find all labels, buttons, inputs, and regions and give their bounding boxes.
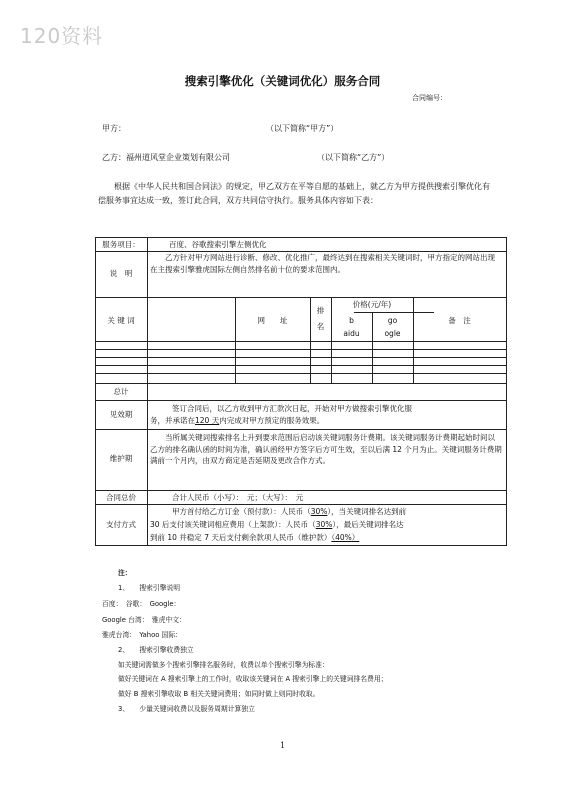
- effect-period-line1: 签订合同后，以乙方收到甲方汇款次日起，开始对甲方做搜索引擎优化服: [172, 404, 412, 413]
- col-google-top: go: [387, 316, 398, 325]
- col-baidu-bottom: aidu: [343, 329, 360, 338]
- note-2-line1: 如关键词需做多个搜索引擎排名服务时，收费以单个搜索引擎为标准：: [118, 661, 329, 669]
- note-1-title: 1、 搜索引擎说明: [118, 584, 181, 592]
- maintenance-label: 维护期: [109, 454, 133, 463]
- effect-period-label: 见效期: [109, 410, 133, 419]
- intro-paragraph: 根据《中华人民共和国合同法》的规定，甲乙双方在平等自愿的基础上，就乙方为甲方提供搜索引擎优化有偿服务事宜达成一致，签订此合同，双方共同信守执行。服务具体内容如下表：: [98, 182, 490, 205]
- effect-period-line2: 务，并承诺在120 天内完成对甲方预定的服务效果。: [150, 416, 325, 425]
- payment-label: 支付方式: [106, 520, 136, 529]
- description-value: 乙方针对甲方网站进行诊断、修改、优化推广，最终达到在搜索相关关键词时，甲方指定的网站出现在主搜索引擎雅虎国际左侧自然排名前十位的要求范围内。: [150, 253, 495, 274]
- service-item-label: 服务项目：: [102, 240, 140, 249]
- col-google-bottom: ogle: [384, 329, 401, 338]
- col-remark: 备 注: [448, 316, 471, 325]
- col-price: 价格(元/年): [352, 300, 392, 309]
- note-1-line3: 雅虎台湾： Yahoo 国际：: [102, 631, 182, 639]
- payment-line2: 30 后支付该关键词相应费用（上架款）：人民币（30%），最后关键词排名达: [150, 520, 404, 529]
- party-b-alias: （以下简称“乙方”）: [317, 153, 390, 162]
- note-2-title: 2、 搜索引擎收费独立: [118, 646, 194, 654]
- total-price-value: 合计人民币（小写）： 元；（大写）： 元: [172, 493, 304, 502]
- note-2-line2: 做好关键词在 A 搜索引擎上的工作时，收取该关键词在 A 搜索引擎上的关键词排名费用；: [118, 675, 388, 683]
- note-1-line2: Google 台湾： 雅虎中文：: [102, 616, 186, 624]
- watermark: 120资料: [20, 24, 104, 48]
- note-1-line1: 百度： 谷歌： Google：: [102, 600, 181, 608]
- col-rank-bottom: 名: [316, 322, 325, 331]
- party-a-label: 甲方：: [102, 124, 126, 133]
- service-table: [95, 237, 507, 546]
- party-b-label: 乙方：福州道风堂企业策划有限公司: [102, 153, 230, 162]
- party-a-alias: （以下简称“甲方”）: [266, 124, 339, 133]
- description-label: 说 明: [109, 269, 133, 278]
- page-number: 1: [279, 741, 286, 750]
- note-3-title: 3、 少量关键词收费以及服务周期计算独立: [118, 705, 255, 713]
- contract-number-label: 合同编号：: [412, 94, 447, 102]
- payment-line3: 到前 10 并稳定 7 天后支付剩余款项人民币（维护款）（40%）: [150, 533, 360, 542]
- col-url: 网 址: [257, 316, 288, 325]
- col-rank-top: 排: [316, 306, 325, 315]
- total-label: 总计: [113, 387, 129, 396]
- maintenance-text: 当所属关键词搜索排名上升到要求范围后启动该关键词服务计费期。该关键词服务计费期起始时间以乙方的排名确认函的时间为准，确认函经甲方签字后方可生效，至以后满 12 个月为止。关键词服务计费期满前一个月内，由双方商定是否延期及更改合作方式。: [150, 433, 502, 465]
- notes-heading: 注：: [118, 569, 132, 577]
- col-baidu-top: b: [349, 316, 354, 325]
- total-price-label: 合同总价: [106, 493, 136, 502]
- contract-title: 搜索引擎优化（关键词优化）服务合同: [184, 74, 381, 88]
- service-item-value: 百度、谷歌搜索引擎左侧优化: [169, 240, 267, 249]
- note-2-line3: 做好 B 搜索引擎收取 B 相关关键词费用；如同时做上则同时收取。: [118, 690, 320, 698]
- payment-line1: 甲方首付给乙方订金（预付款）：人民币（30%），当关键词排名达到前: [172, 507, 407, 516]
- col-keyword: 关 键 词: [107, 316, 135, 325]
